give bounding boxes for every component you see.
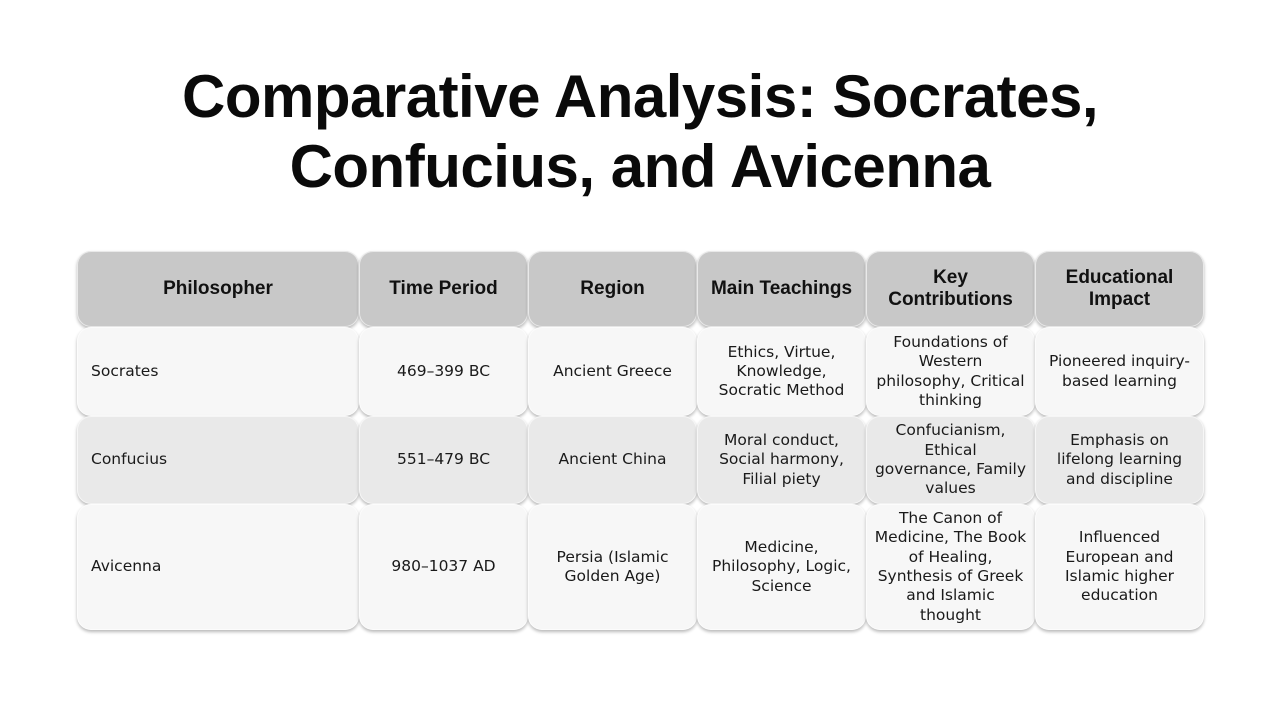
table-row bbox=[77, 327, 1204, 416]
cell-philosopher: Avicenna bbox=[77, 504, 359, 630]
header-educational-impact: Educational Impact bbox=[1035, 251, 1204, 327]
cell-key-contributions: Foundations of Western philosophy, Critical thinking bbox=[866, 327, 1035, 416]
header-region: Region bbox=[528, 251, 697, 327]
cell-region: Ancient China bbox=[528, 416, 697, 504]
cell-key-contributions: Confucianism, Ethical governance, Family values bbox=[866, 416, 1035, 504]
cell-main-teachings: Ethics, Virtue, Knowledge, Socratic Method bbox=[697, 327, 866, 416]
slide-title bbox=[0, 62, 1280, 202]
cell-time-period: 469–399 BC bbox=[359, 327, 528, 416]
cell-educational-impact: Influenced European and Islamic higher education bbox=[1035, 504, 1204, 630]
cell-time-period: 980–1037 AD bbox=[359, 504, 528, 630]
header-key-contributions: Key Contributions bbox=[866, 251, 1035, 327]
title-line-2: Confucius, and Avicenna bbox=[289, 133, 991, 200]
cell-region: Persia (Islamic Golden Age) bbox=[528, 504, 697, 630]
header-main-teachings: Main Teachings bbox=[697, 251, 866, 327]
cell-educational-impact: Pioneered inquiry-based learning bbox=[1035, 327, 1204, 416]
table-row bbox=[77, 416, 1204, 504]
table-header-row bbox=[77, 251, 1204, 327]
comparison-table bbox=[77, 251, 1204, 630]
cell-region: Ancient Greece bbox=[528, 327, 697, 416]
header-time-period: Time Period bbox=[359, 251, 528, 327]
header-philosopher: Philosopher bbox=[77, 251, 359, 327]
cell-main-teachings: Moral conduct, Social harmony, Filial piety bbox=[697, 416, 866, 504]
title-line-1: Comparative Analysis: Socrates, bbox=[182, 63, 1098, 130]
cell-philosopher: Confucius bbox=[77, 416, 359, 504]
cell-educational-impact: Emphasis on lifelong learning and discipline bbox=[1035, 416, 1204, 504]
cell-philosopher: Socrates bbox=[77, 327, 359, 416]
cell-main-teachings: Medicine, Philosophy, Logic, Science bbox=[697, 504, 866, 630]
cell-time-period: 551–479 BC bbox=[359, 416, 528, 504]
table-row bbox=[77, 504, 1204, 630]
cell-key-contributions: The Canon of Medicine, The Book of Healing, Synthesis of Greek and Islamic thought bbox=[866, 504, 1035, 630]
